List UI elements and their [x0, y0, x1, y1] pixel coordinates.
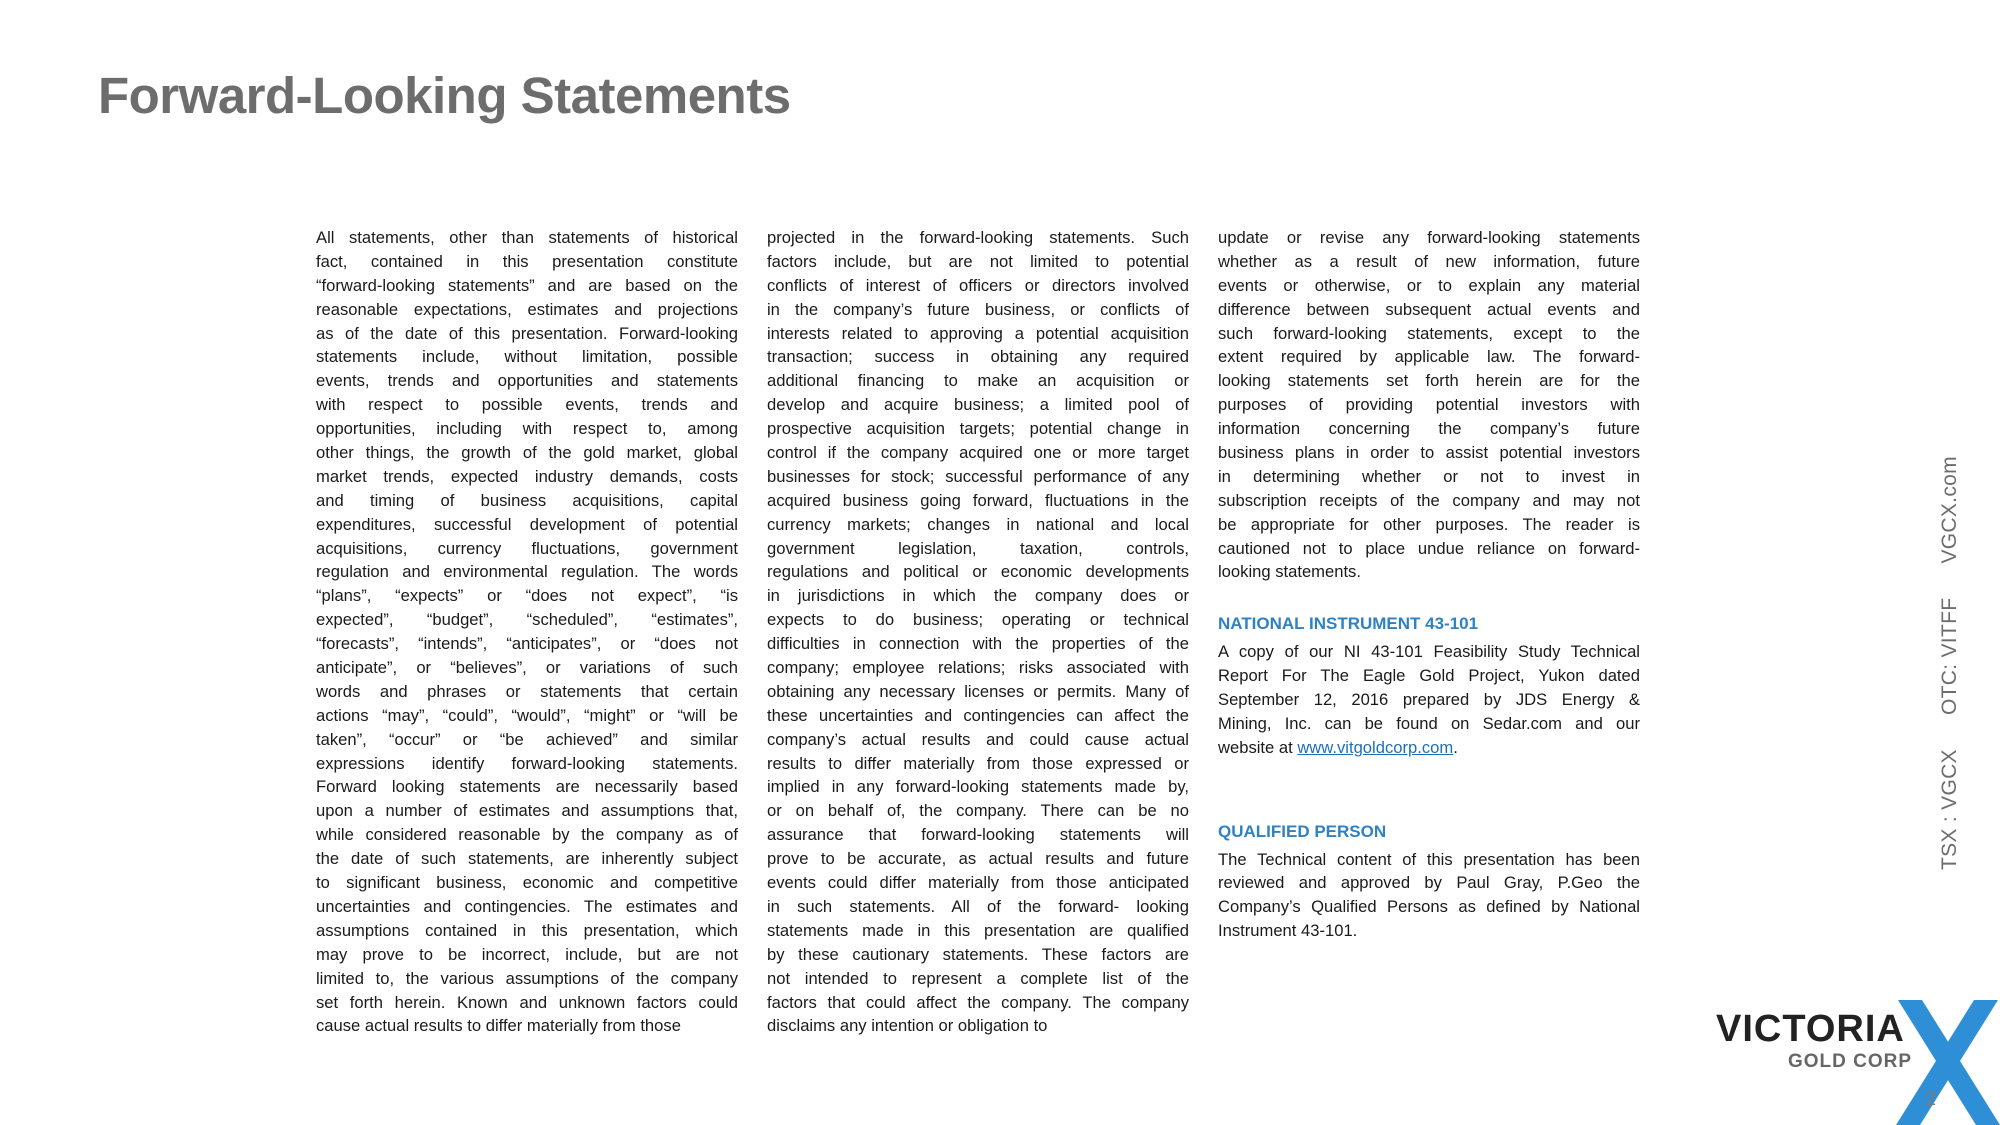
text-line: currency markets; changes in national and local	[767, 514, 1189, 534]
text-line: in jurisdictions in which the company does or	[767, 586, 1189, 606]
text-line: interests related to approving a potential acquisition	[767, 323, 1189, 343]
website-suffix: .	[1453, 737, 1458, 757]
text-line: purposes of providing potential investors with	[1218, 395, 1640, 415]
text-line: or on behalf of, the company. There can be no	[767, 801, 1189, 821]
text-line: results to differ materially from those expressed or	[767, 753, 1189, 773]
text-line: in determining whether or not to invest in	[1218, 466, 1640, 486]
text-line: subscription receipts of the company and may not	[1218, 490, 1640, 510]
text-line: statements include, without limitation, possible	[316, 347, 738, 367]
text-line: September 12, 2016 prepared by JDS Energy &	[1218, 690, 1640, 710]
text-line: expressions identify forward-looking statements.	[316, 753, 738, 773]
text-line: information concerning the company’s future	[1218, 419, 1640, 439]
text-line: expected”, “budget”, “scheduled”, “estimates”,	[316, 610, 738, 630]
text-line: these uncertainties and contingencies can affect the	[767, 705, 1189, 725]
text-line: cautioned not to place undue reliance on forward-	[1218, 538, 1640, 558]
text-line: fact, contained in this presentation constitute	[316, 251, 738, 271]
text-line: regulation and environmental regulation. The words	[316, 562, 738, 582]
spacer	[1218, 584, 1640, 612]
text-line: assumptions contained in this presentation, which	[316, 920, 738, 940]
text-line: not intended to represent a complete list of the	[767, 968, 1189, 988]
ticker-sidebar	[1938, 428, 1962, 870]
text-line: by these cautionary statements. These factors are	[767, 944, 1189, 964]
website-label: VGCX.com	[1938, 456, 1961, 564]
text-line: A copy of our NI 43-101 Feasibility Study Technical	[1218, 642, 1640, 662]
text-line: looking statements.	[1218, 562, 1361, 582]
text-line: events, trends and opportunities and statements	[316, 371, 738, 391]
text-line: as of the date of this presentation. Forward-looking	[316, 323, 738, 343]
text-line: “forecasts”, “intends”, “anticipates”, or “does not	[316, 634, 738, 654]
text-line: “plans”, “expects” or “does not expect”, “is	[316, 586, 738, 606]
text-line: implied in any forward-looking statements made by,	[767, 777, 1189, 797]
text-line: and timing of business acquisitions, capital	[316, 490, 738, 510]
text-line: company’s actual results and could cause actual	[767, 729, 1189, 749]
website-link[interactable]: www.vitgoldcorp.com	[1297, 737, 1454, 757]
website-prefix: website at	[1218, 737, 1298, 757]
text-line: assurance that forward-looking statements will	[767, 825, 1189, 845]
ni-43-101-text	[1218, 640, 1640, 736]
ni-43-101-last-line	[1218, 736, 1640, 760]
text-line: All statements, other than statements of historical	[316, 228, 738, 247]
text-line: acquisitions, currency fluctuations, government	[316, 538, 738, 558]
text-line: to significant business, economic and competitive	[316, 873, 738, 893]
disclaimer-continuation	[1218, 226, 1640, 584]
text-line: uncertainties and contingencies. The estimates and	[316, 896, 738, 916]
text-line: extent required by applicable law. The forward-	[1218, 347, 1640, 367]
text-line: anticipate”, or “believes”, or variations of such	[316, 658, 738, 678]
qualified-person-text	[1218, 848, 1640, 944]
text-line: Company’s Qualified Persons as defined by National	[1218, 897, 1640, 917]
logo-wordmark: VICTORIA	[1716, 1008, 1905, 1050]
text-line: factors include, but are not limited to potential	[767, 251, 1189, 271]
text-line: business plans in order to assist potential investors	[1218, 443, 1640, 463]
text-line: may prove to be incorrect, include, but are not	[316, 944, 738, 964]
text-line: in such statements. All of the forward- looking	[767, 896, 1189, 916]
disclaimer-column-2	[767, 226, 1189, 1038]
text-line: be appropriate for other purposes. The reader is	[1218, 514, 1640, 534]
text-line: actions “may”, “could”, “would”, “might” or “will be	[316, 705, 738, 725]
slide-title: Forward-Looking Statements	[98, 67, 791, 124]
spacer	[1218, 760, 1640, 820]
text-line: whether as a result of new information, future	[1218, 251, 1640, 271]
text-line: words and phrases or statements that certain	[316, 681, 738, 701]
text-line: the date of such statements, are inherently subject	[316, 849, 738, 869]
text-line: regulations and political or economic developments	[767, 562, 1189, 582]
qualified-person-heading: QUALIFIED PERSON	[1218, 821, 1387, 841]
text-line: upon a number of estimates and assumptions that,	[316, 801, 738, 821]
tsx-ticker: TSX : VGCX	[1938, 749, 1961, 870]
text-line: Instrument 43-101.	[1218, 921, 1358, 941]
text-line: government legislation, taxation, controls,	[767, 538, 1189, 558]
text-line: expects to do business; operating or technical	[767, 610, 1189, 630]
text-line: market trends, expected industry demands, costs	[316, 466, 738, 486]
ni-43-101-heading: NATIONAL INSTRUMENT 43-101	[1218, 614, 1479, 634]
text-line: reviewed and approved by Paul Gray, P.Geo the	[1218, 873, 1640, 893]
disclaimer-column-3	[1218, 226, 1640, 943]
text-line: projected in the forward-looking statements. Such	[767, 228, 1189, 247]
text-line: statements made in this presentation are qualified	[767, 920, 1189, 940]
text-line: expenditures, successful development of potential	[316, 514, 738, 534]
text-line: cause actual results to differ materially from those	[316, 1016, 681, 1036]
text-line: looking statements set forth herein are for the	[1218, 371, 1640, 391]
text-line: update or revise any forward-looking statements	[1218, 228, 1640, 247]
victoria-gold-logo	[1716, 998, 2000, 1125]
text-line: in the company’s future business, or conflicts of	[767, 299, 1189, 319]
text-line: difference between subsequent actual events and	[1218, 299, 1640, 319]
text-line: reasonable expectations, estimates and projections	[316, 299, 738, 319]
text-line: acquired business going forward, fluctuations in the	[767, 490, 1189, 510]
text-line: obtaining any necessary licenses or permits. Many of	[767, 681, 1189, 701]
text-line: taken”, “occur” or “be achieved” and similar	[316, 729, 738, 749]
text-line: other things, the growth of the gold market, global	[316, 443, 738, 463]
text-line: factors that could affect the company. The company	[767, 992, 1189, 1012]
text-line: control if the company acquired one or more target	[767, 443, 1189, 463]
text-line: Mining, Inc. can be found on Sedar.com and our	[1218, 713, 1640, 733]
text-line: company; employee relations; risks associated with	[767, 658, 1189, 678]
text-line: develop and acquire business; a limited pool of	[767, 395, 1189, 415]
text-line: additional financing to make an acquisition or	[767, 371, 1189, 391]
text-line: events or otherwise, or to explain any material	[1218, 275, 1640, 295]
text-line: “forward-looking statements” and are based on the	[316, 275, 738, 295]
text-line: set forth herein. Known and unknown factors could	[316, 992, 738, 1012]
text-line: events could differ materially from those anticipated	[767, 873, 1189, 893]
page-number: 2	[1925, 1088, 1937, 1110]
text-line: transaction; success in obtaining any required	[767, 347, 1189, 367]
text-line: businesses for stock; successful performance of any	[767, 466, 1189, 486]
text-line: with respect to possible events, trends and	[316, 395, 738, 415]
otc-ticker: OTC: VITFF	[1938, 597, 1961, 715]
text-line: disclaims any intention or obligation to	[767, 1016, 1048, 1036]
logo-subtitle: GOLD CORP	[1788, 1051, 1913, 1072]
text-line: Report For The Eagle Gold Project, Yukon dated	[1218, 666, 1640, 686]
text-line: opportunities, including with respect to, among	[316, 419, 738, 439]
text-line: Forward looking statements are necessarily based	[316, 777, 738, 797]
text-line: prove to be accurate, as actual results and future	[767, 849, 1189, 869]
text-line: The Technical content of this presentation has been	[1218, 849, 1640, 869]
text-line: such forward-looking statements, except to the	[1218, 323, 1640, 343]
text-line: conflicts of interest of officers or directors involved	[767, 275, 1189, 295]
text-line: limited to, the various assumptions of the company	[316, 968, 738, 988]
text-line: while considered reasonable by the company as of	[316, 825, 738, 845]
disclaimer-column-1	[316, 226, 738, 1038]
text-line: difficulties in connection with the properties of the	[767, 634, 1189, 654]
text-line: prospective acquisition targets; potential change in	[767, 419, 1189, 439]
